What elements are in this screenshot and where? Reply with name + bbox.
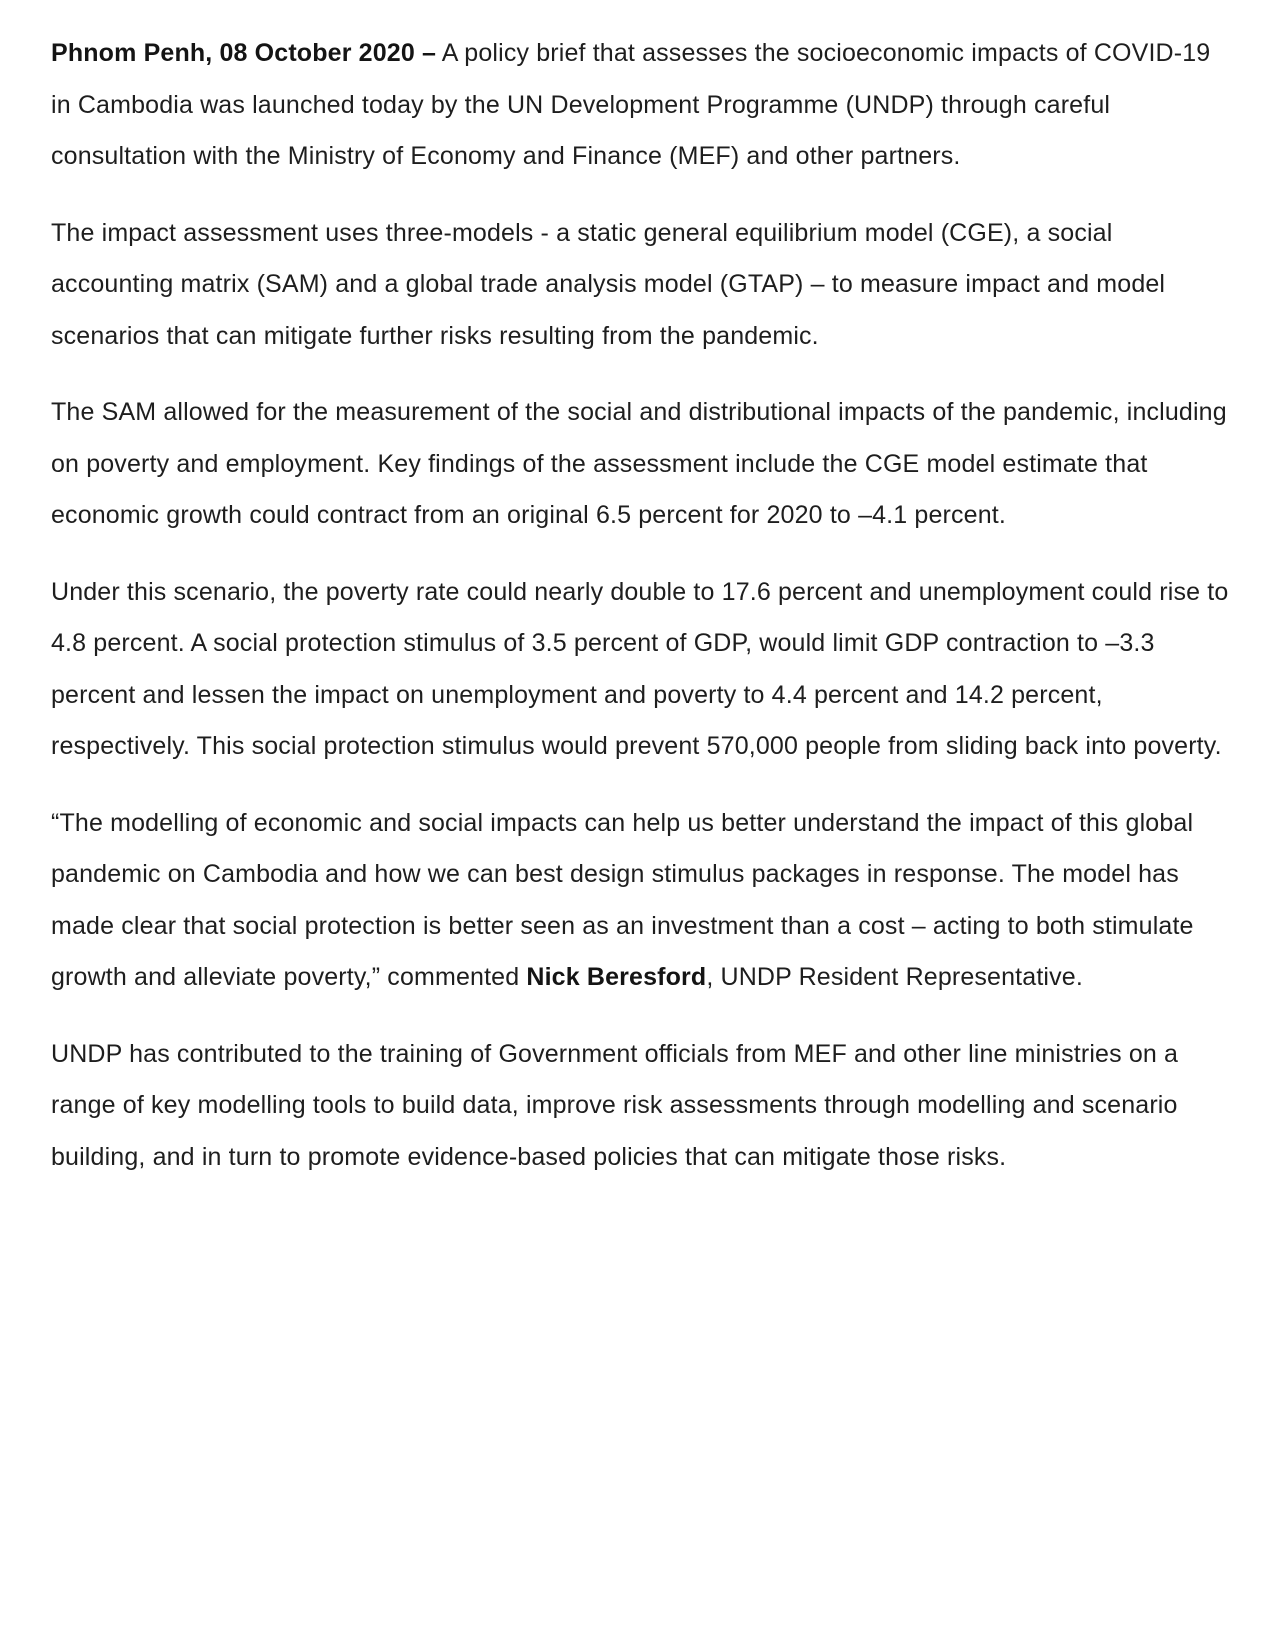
paragraph-text: Under this scenario, the poverty rate could nearly double to 17.6 percent and unemployment could rise to 4.8 percent. A social protection stimulus of 3.5 percent of GDP, would limit GDP contraction to –3.3 percent and lessen the impact on unemployment and poverty to 4.4 percent and 14.2 percent, respectively. This social protection stimulus would prevent 570,000 people from sliding back into poverty.	[51, 577, 1229, 760]
paragraph-text: The SAM allowed for the measurement of the social and distributional impacts of the pandemic, including on poverty and employment. Key findings of the assessment include the CGE model estimate that economic growth could contract from an original 6.5 percent for 2020 to –4.1 percent.	[51, 398, 1227, 529]
speaker-title: , UNDP Resident Representative.	[706, 963, 1083, 991]
paragraph-findings	[51, 387, 1231, 542]
paragraph-scenario	[51, 567, 1231, 773]
speaker-name: Nick Beresford	[526, 963, 707, 991]
press-release-body	[51, 28, 1231, 1208]
paragraph-text: A policy brief that assesses the socioeconomic impacts of COVID-19 in Cambodia was launched today by the UN Development Programme (UNDP) through careful consultation with the Ministry of Economy and Finance (MEF) and other partners.	[51, 39, 1211, 170]
paragraph-dateline	[51, 28, 1231, 183]
paragraph-text: The impact assessment uses three-models - a static general equilibrium model (CGE), a social accounting matrix (SAM) and a global trade analysis model (GTAP) – to measure impact and model scenarios that can mitigate further risks resulting from the pandemic.	[51, 218, 1166, 350]
paragraph-models	[51, 208, 1231, 363]
paragraph-text: UNDP has contributed to the training of Government officials from MEF and other line ministries on a range of key modelling tools to build data, improve risk assessments through modelling and scenario building, and in turn to promote evidence-based policies that can mitigate those risks.	[51, 1039, 1179, 1171]
dateline: Phnom Penh, 08 October 2020 –	[51, 39, 437, 67]
quote-text: “The modelling of economic and social impacts can help us better understand the impact of this global pandemic on Cambodia and how we can best design stimulus packages in response. The model has made clear that social protection is better seen as an investment than a cost – acting to both stimulate growth and alleviate poverty,” commented	[51, 808, 1194, 991]
paragraph-training	[51, 1029, 1231, 1184]
paragraph-quote	[51, 798, 1231, 1004]
